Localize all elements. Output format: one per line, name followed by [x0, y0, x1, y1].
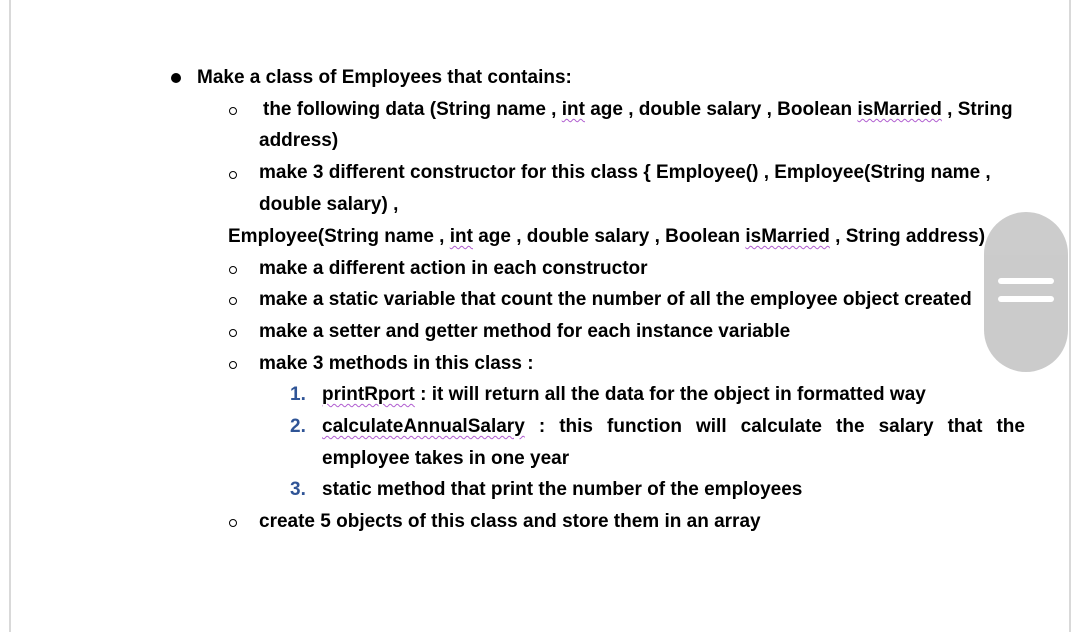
word: salary — [878, 416, 934, 437]
text-segment: Employee(String name , — [228, 226, 450, 247]
word: this — [559, 416, 593, 437]
sub-item-action: make a different action in each constructor — [259, 258, 648, 279]
spellcheck-word: calculateAnnualSalary — [322, 416, 525, 437]
method-static-print: static method that print the number of the employees — [322, 479, 803, 500]
sub-item-constructor-line2: double salary) , — [259, 194, 399, 215]
disc-bullet-icon — [171, 73, 181, 83]
sub-item-setter-getter: make a setter and getter method for each instance variable — [259, 321, 791, 342]
circle-bullet-icon — [229, 297, 237, 305]
spellcheck-word: int — [561, 99, 585, 120]
spellcheck-word: printRport — [322, 384, 415, 405]
list-number: 1. — [290, 384, 306, 405]
spellcheck-word: isMarried — [857, 99, 942, 120]
circle-bullet-icon — [229, 107, 237, 115]
word: the — [836, 416, 865, 437]
text-segment: age , double salary , Boolean — [584, 99, 858, 120]
text-segment: the following data (String name , — [263, 99, 562, 120]
list-number: 3. — [290, 479, 306, 500]
pause-icon — [998, 278, 1054, 284]
word: the — [996, 416, 1025, 437]
text-segment: , String address) — [829, 226, 986, 247]
text-segment: : it will return all the data for the object in formatted way — [414, 384, 926, 405]
word: calculate — [740, 416, 822, 437]
list-number: 2. — [290, 416, 306, 437]
sub-item-constructor-line3 — [228, 225, 985, 249]
word: : — [538, 416, 546, 437]
spellcheck-word: int — [449, 226, 473, 247]
sub-item-data-line1 — [263, 98, 1013, 122]
circle-bullet-icon — [229, 361, 237, 369]
method-calculate-line2: employee takes in one year — [322, 448, 570, 469]
word: will — [696, 416, 727, 437]
circle-bullet-icon — [229, 329, 237, 337]
main-item-text: Make a class of Employees that contains: — [197, 67, 572, 88]
sub-item-methods: make 3 methods in this class : — [259, 353, 534, 374]
method-calculate-line1 — [322, 415, 1025, 439]
circle-bullet-icon — [229, 266, 237, 274]
word: function — [607, 416, 682, 437]
method-printrport — [322, 383, 926, 407]
circle-bullet-icon — [229, 171, 237, 179]
sub-item-data-line2: address) — [259, 130, 339, 151]
sub-item-static-variable: make a static variable that count the number of all the employee object created — [259, 289, 972, 310]
circle-bullet-icon — [229, 519, 237, 527]
sub-item-create-objects: create 5 objects of this class and store them in an array — [259, 511, 761, 532]
pause-overlay-button[interactable] — [984, 212, 1068, 372]
spellcheck-word: isMarried — [745, 226, 830, 247]
text-segment: , String — [941, 99, 1013, 120]
pause-icon-bar — [998, 296, 1054, 302]
text-segment: age , double salary , Boolean — [472, 226, 746, 247]
word: that — [947, 416, 983, 437]
sub-item-constructor-line1: make 3 different constructor for this class { Employee() , Employee(String name , — [259, 162, 991, 183]
